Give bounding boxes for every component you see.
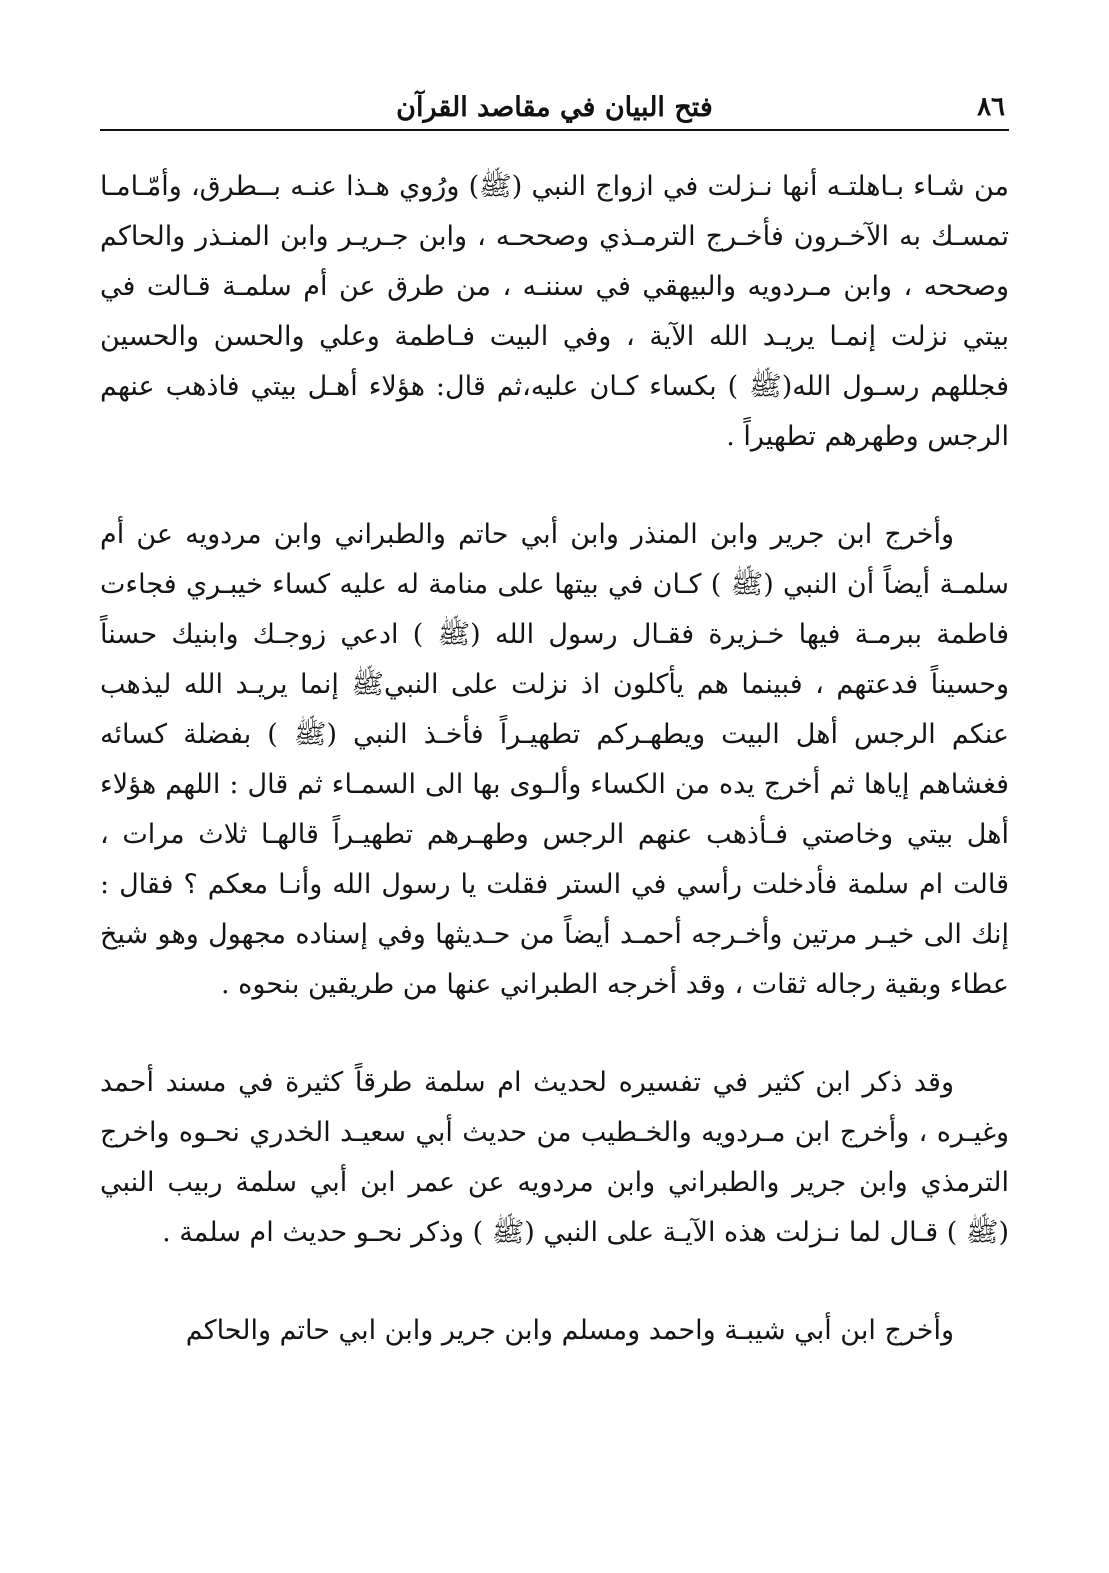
header-title: فتح البيان في مقاصد القرآن (396, 92, 713, 123)
paragraph-3: وقد ذكر ابن كثير في تفسيره لحديث ام سلمة طرقاً كثيرة في مسند أحمد وغيـره ، وأخرج ابن مـردويه والخـطيب من حديث أبي سعيـد الخدري نحـوه واخرج الترمذي وابن جرير والطبراني وابن مردويه عن عمر ابن أبي سلمة ربيب النبي (ﷺ ) قـال لما نـزلت هذه الآيـة على النبي (ﷺ ) وذكر نحـو حديث ام سلمة . (100, 1067, 1009, 1248)
paragraph-gap (100, 462, 1009, 510)
paragraph-4: وأخرج ابن أبي شيبـة واحمد ومسلم وابن جرير وابن ابي حاتم والحاكم (185, 1315, 954, 1346)
paragraph-1: من شـاء بـاهلتـه أنها نـزلت في ازواج النبي (ﷺ) ورُوي هـذا عنـه بــطرق، وأمّـامـا تمسـك به الآخـرون فأخـرج الترمـذي وصححـه ، وابن جـريـر وابن المنـذر والحاكم وصححه ، وابن مـردويه والبيهقي في سننـه ، من طرق عن أم سلمـة قـالت في بيتي نزلت إنمـا يريـد الله الآية ، وفي البيت فـاطمة وعلي والحسن والحسين فجللهم رسـول الله(ﷺ ) بكساء كـان عليه،ثم قال: هؤلاء أهـل بيتي فاذهب عنهم الرجس وطهرهم تطهيراً . (100, 171, 1009, 452)
running-header (100, 88, 1009, 128)
paragraph-2: وأخرج ابن جرير وابن المنذر وابن أبي حاتم والطبراني وابن مردويه عن أم سلمـة أيضاً أن النبي (ﷺ ) كـان في بيتها على منامة له عليه كساء خيبـري فجاءت فاطمة ببرمـة فيها خـزيرة فقـال رسول الله (ﷺ ) ادعي زوجـك وابنيك حسناً وحسيناً فدعتهم ، فبينما هم يأكلون اذ نزلت على النبيﷺ إنما يريـد الله ليذهب عنكم الرجس أهل البيت ويطهـركم تطهيـراً فأخـذ النبي (ﷺ ) بفضلة كسائه فغشاهم إياها ثم أخرج يده من الكساء وألـوى بها الى السمـاء ثم قال : اللهم هؤلاء أهل بيتي وخاصتي فـأذهب عنهم الرجس وطهـرهم تطهيـراً قالهـا ثلاث مرات ، قالت ام سلمة فأدخلت رأسي في الستر فقلت يا رسول الله وأنـا معكم ؟ فقال : إنك الى خيـر مرتين وأخـرجه أحمـد أيضاً من حـديثها وفي إسناده مجهول وهو شيخ عطاء وبقية رجاله ثقات ، وقد أخرجه الطبراني عنها من طريقين بنحوه . (100, 519, 1009, 1000)
paragraph-gap (100, 1258, 1009, 1306)
paragraph-gap (100, 1010, 1009, 1058)
header-divider (100, 129, 1009, 131)
page-body (100, 162, 1009, 1356)
page-number: ٨٦ (977, 92, 1005, 122)
